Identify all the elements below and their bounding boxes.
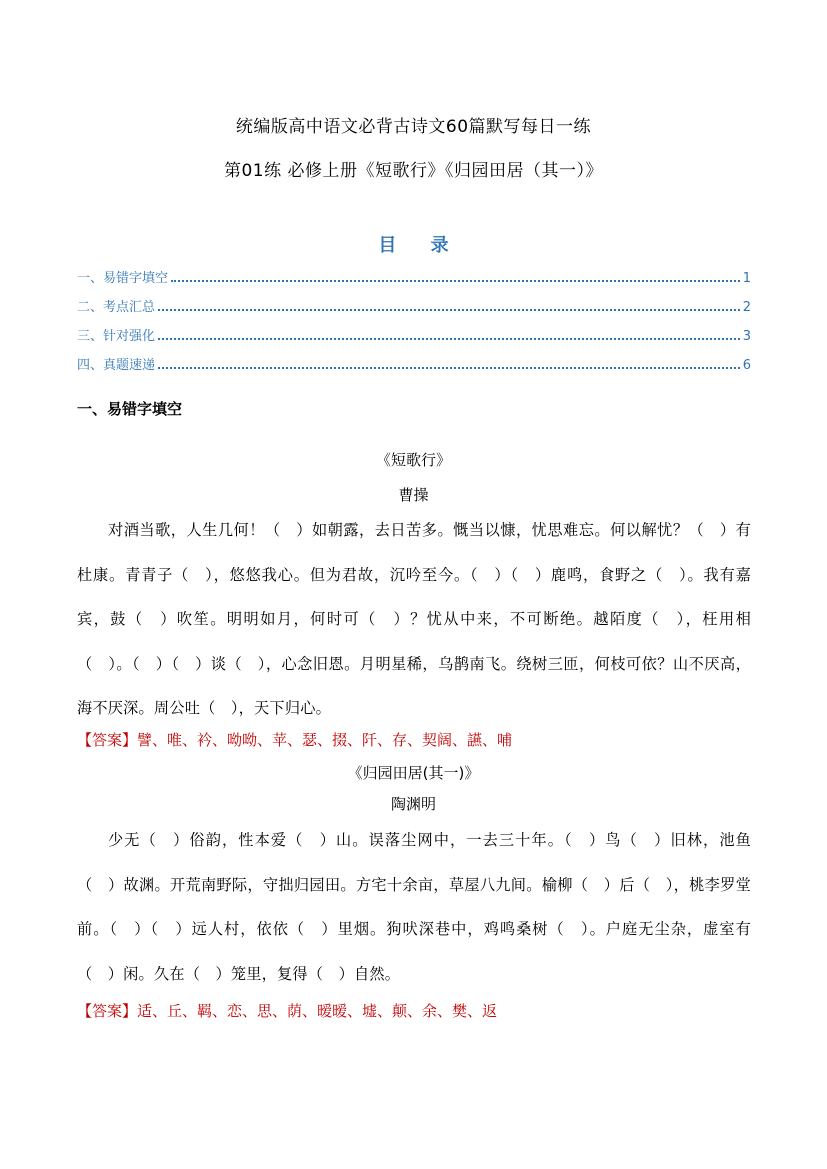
toc-leader-dots [171,279,740,282]
poem2-title: 《归园田居(其一)》 [347,764,480,782]
toc-item-label: 四、真题速递 [77,358,156,373]
toc-item-page: 1 [742,271,751,286]
document-title: 统编版高中语文必背古诗文60篇默写每日一练 [235,117,592,137]
document-subtitle: 第01练 必修上册《短歌行》《归园田居（其一）》 [223,161,604,181]
toc-item-1[interactable] [77,267,751,296]
poem1-author: 曹操 [398,486,429,504]
table-of-contents [77,267,751,383]
toc-item-page: 3 [742,329,751,344]
toc-item-2[interactable] [77,296,751,325]
section-heading: 一、易错字填空 [77,400,183,418]
poem2-author: 陶渊明 [390,795,436,813]
toc-leader-dots [158,308,740,311]
toc-item-page: 2 [742,300,751,315]
toc-item-3[interactable] [77,325,751,354]
poem1-body: 对酒当歌，人生几何！（ ）如朝露，去日苦多。慨当以慷，忧思难忘。何以解忧？（ ）有杜康。青青子（ ），悠悠我心。但为君故，沉吟至今。（ ）（ ）鹿鸣，食野之（ ）。我有嘉宾，鼓（ ）吹笙。明明如月，何时可（ ）？忧从中来，不可断绝。越陌度（ ），枉用相（ ）。（ ）（ ）谈（ ），心念旧恩。月明星稀，乌鹊南飞。绕树三匝，何枝可依？山不厌高，海不厌深。周公吐（ ），天下归心。 [77,521,751,717]
poem2-body: 少无（ ）俗韵，性本爱（ ）山。误落尘网中，一去三十年。（ ）鸟（ ）旧林，池鱼（ ）故渊。开荒南野际，守拙归园田。方宅十余亩，草屋八九间。榆柳（ ）后（ ），桃李罗堂前。（ ）（ ）远人村，依依（ ）里烟。狗吠深巷中，鸡鸣桑树（ ）。户庭无尘杂，虚室有（ ）闲。久在（ ）笼里，复得（ ）自然。 [77,831,751,983]
toc-item-4[interactable] [77,354,751,383]
toc-leader-dots [158,337,740,340]
toc-title: 目 录 [378,235,463,256]
toc-leader-dots [158,366,740,369]
toc-item-label: 一、易错字填空 [77,271,169,286]
poem1-title: 《短歌行》 [375,451,451,469]
toc-item-page: 6 [742,358,751,373]
toc-item-label: 三、针对强化 [77,329,156,344]
poem1-answer: 【答案】譬、唯、衿、呦呦、苹、瑟、掇、阡、存、契阔、讌、哺 [77,731,513,749]
toc-item-label: 二、考点汇总 [77,300,156,315]
poem2-answer: 【答案】适、丘、羁、恋、思、荫、暧暧、墟、颠、余、樊、返 [77,1002,498,1020]
